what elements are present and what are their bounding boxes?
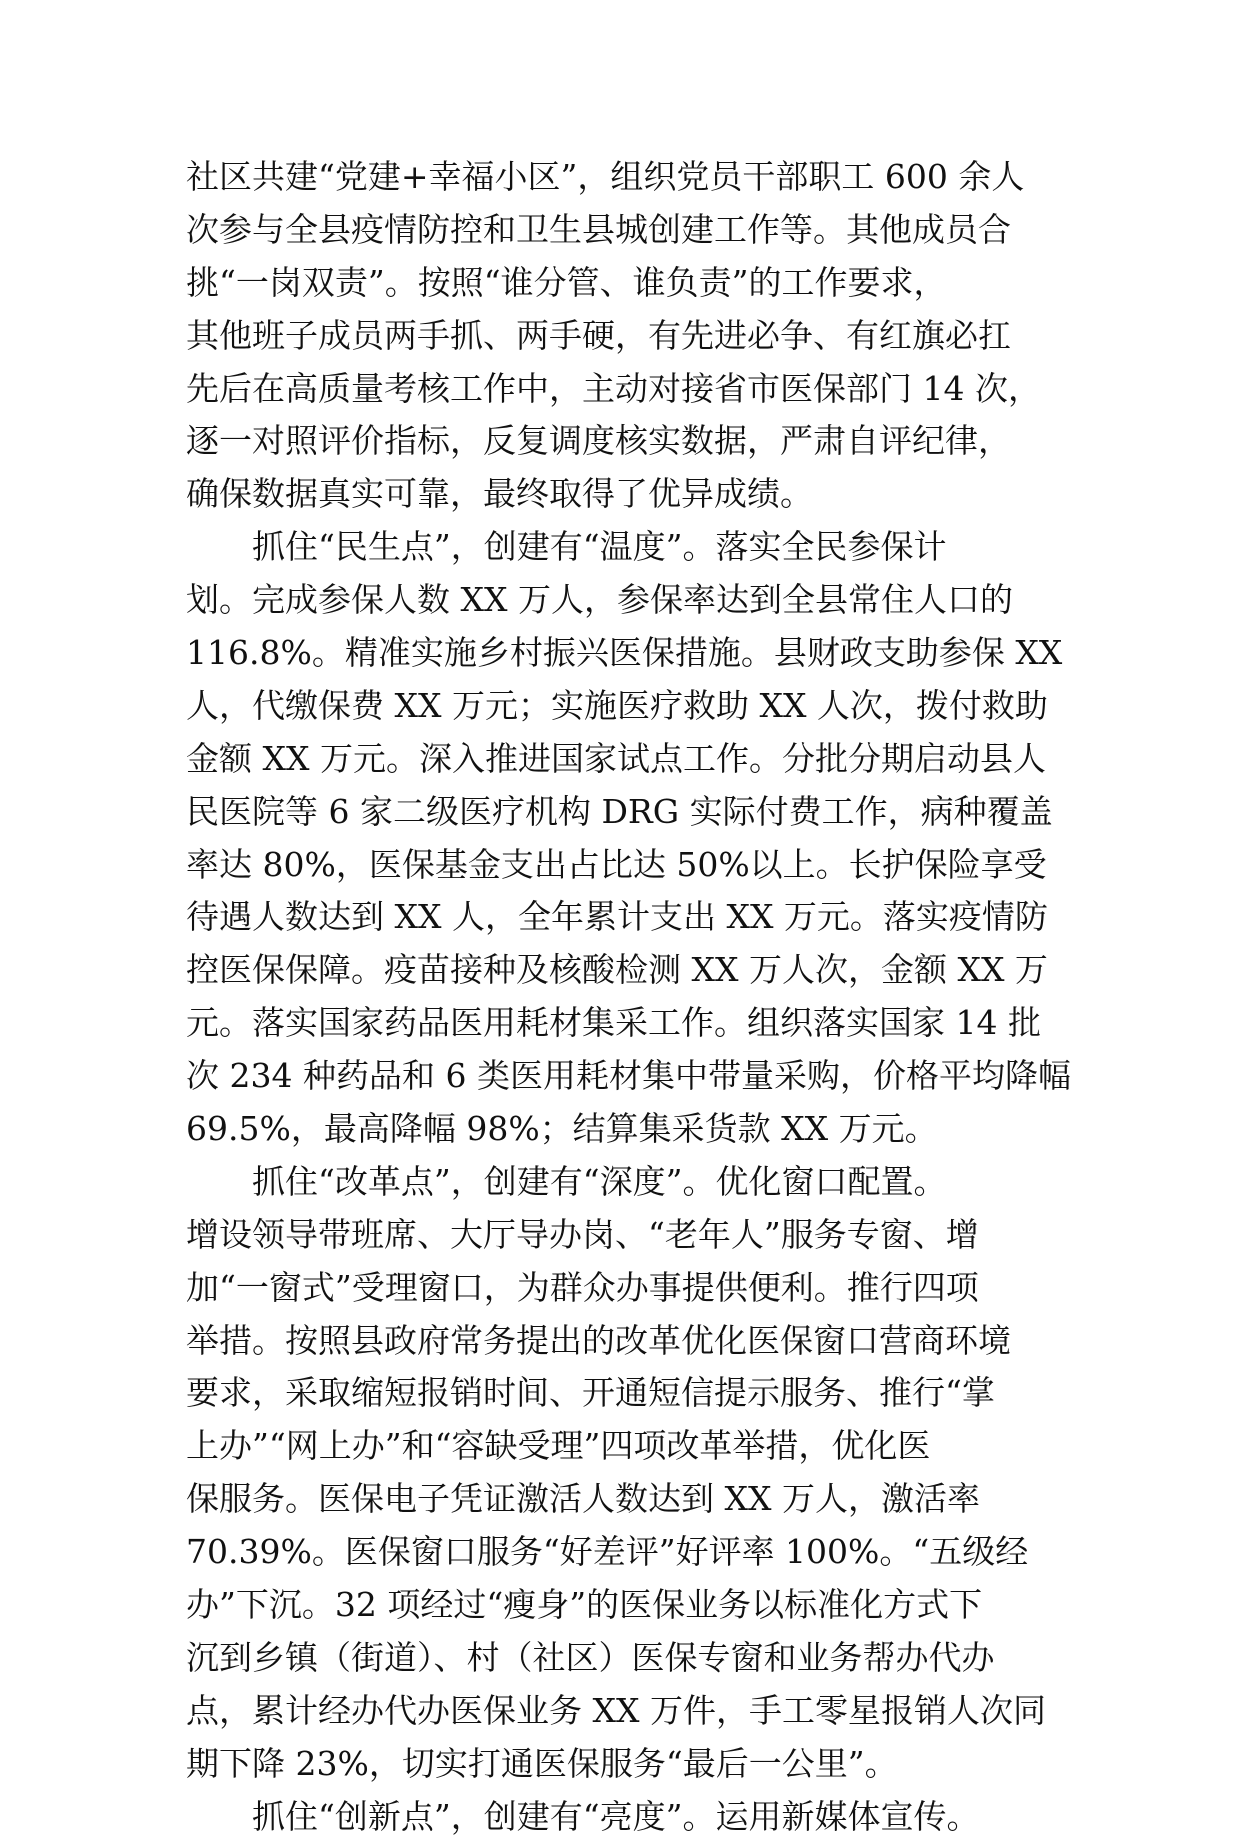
text-line: 沉到乡镇（街道）、村（社区）医保专窗和业务帮办代办 bbox=[186, 1637, 995, 1677]
text-line: 69.5%，最高降幅 98%；结算集采货款 XX 万元。 bbox=[186, 1109, 938, 1149]
text-line: 划。完成参保人数 XX 万人，参保率达到全县常住人口的 bbox=[186, 580, 1013, 620]
text-line: 办”下沉。32 项经过“瘦身”的医保业务以标准化方式下 bbox=[186, 1585, 983, 1625]
text-line: 116.8%。精准实施乡村振兴医保措施。县财政支助参保 XX bbox=[186, 633, 1063, 673]
text-line: 民医院等 6 家二级医疗机构 DRG 实际付费工作，病种覆盖 bbox=[186, 791, 1053, 831]
document-body bbox=[186, 151, 1071, 1844]
text-line: 保服务。医保电子凭证激活人数达到 XX 万人，激活率 bbox=[186, 1479, 980, 1519]
text-line: 举措。按照县政府常务提出的改革优化医保窗口营商环境 bbox=[186, 1320, 1011, 1360]
text-line: 70.39%。医保窗口服务“好差评”好评率 100%。“五级经 bbox=[186, 1532, 1029, 1572]
text-line: 次参与全县疫情防控和卫生县城创建工作等。其他成员合 bbox=[186, 209, 1011, 249]
text-line: 逐一对照评价指标，反复调度核实数据，严肃自评纪律， bbox=[186, 421, 1011, 461]
text-line: 加“一窗式”受理窗口，为群众办事提供便利。推行四项 bbox=[186, 1267, 979, 1307]
text-line: 人，代缴保费 XX 万元；实施医疗救助 XX 人次，拨付救助 bbox=[186, 685, 1048, 725]
text-line: 控医保保障。疫苗接种及核酸检测 XX 万人次，金额 XX 万 bbox=[186, 950, 1048, 990]
paragraph-start-line: 抓住“民生点”，创建有“温度”。落实全民参保计 bbox=[252, 527, 947, 567]
text-line: 社区共建“党建+幸福小区”，组织党员干部职工 600 余人 bbox=[186, 157, 1025, 196]
text-line: 元。落实国家药品医用耗材集采工作。组织落实国家 14 批 bbox=[186, 1003, 1041, 1043]
text-line: 增设领导带班席、大厅导办岗、“老年人”服务专窗、增 bbox=[186, 1214, 979, 1254]
text-line: 要求，采取缩短报销时间、开通短信提示服务、推行“掌 bbox=[186, 1373, 995, 1413]
text-line: 待遇人数达到 XX 人，全年累计支出 XX 万元。落实疫情防 bbox=[186, 897, 1048, 937]
text-line: 确保数据真实可靠，最终取得了优异成绩。 bbox=[186, 474, 813, 514]
text-line: 上办”“网上办”和“容缺受理”四项改革举措，优化医 bbox=[186, 1426, 931, 1466]
paragraph-start-line: 抓住“改革点”，创建有“深度”。优化窗口配置。 bbox=[252, 1161, 947, 1201]
text-line: 挑“一岗双责”。按照“谁分管、谁负责”的工作要求， bbox=[186, 262, 947, 302]
text-line: 其他班子成员两手抓、两手硬，有先进必争、有红旗必扛 bbox=[186, 315, 1011, 355]
paragraph-start-line: 抓住“创新点”，创建有“亮度”。运用新媒体宣传。 bbox=[252, 1796, 980, 1836]
text-line: 率达 80%，医保基金支出占比达 50%以上。长护保险享受 bbox=[186, 844, 1047, 884]
text-line: 点，累计经办代办医保业务 XX 万件，手工零星报销人次同 bbox=[186, 1690, 1046, 1730]
text-line: 次 234 种药品和 6 类医用耗材集中带量采购，价格平均降幅 bbox=[186, 1056, 1071, 1096]
text-line: 先后在高质量考核工作中，主动对接省市医保部门 14 次， bbox=[186, 368, 1041, 408]
text-line: 期下降 23%，切实打通医保服务“最后一公里”。 bbox=[186, 1743, 898, 1783]
text-line: 金额 XX 万元。深入推进国家试点工作。分批分期启动县人 bbox=[186, 738, 1046, 778]
